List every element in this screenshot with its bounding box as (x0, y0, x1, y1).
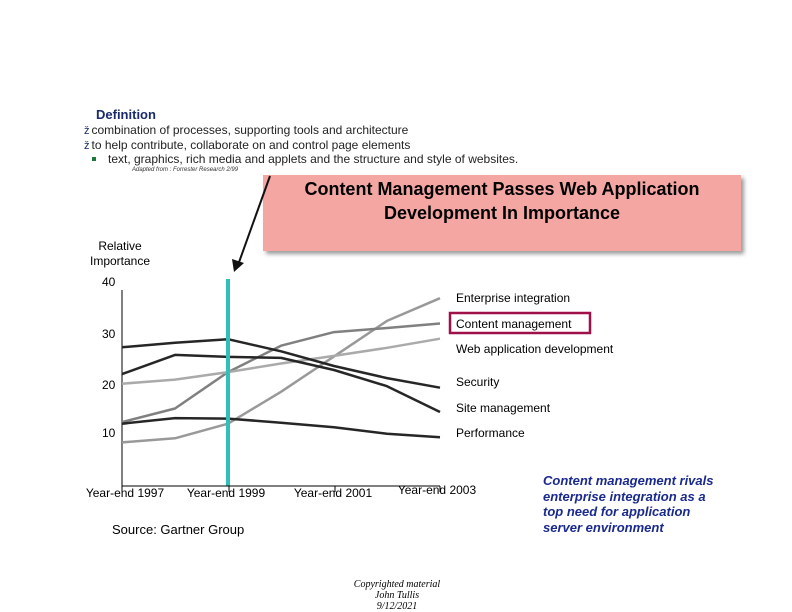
chart-title: Content Management Passes Web Application Development In Importance (304, 179, 700, 223)
series-line-content-management (122, 324, 440, 423)
arrow-bullet-icon: ž (84, 140, 90, 152)
y-tick-label: 20 (102, 378, 116, 392)
y-axis-label: Relative Importance (89, 239, 151, 268)
x-tick-label: Year-end 1999 (186, 486, 266, 500)
pointer-arrow (238, 176, 270, 265)
x-tick-label: Year-end 1997 (85, 486, 165, 500)
chart-source: Source: Gartner Group (112, 522, 245, 537)
series-line-enterprise-integration (122, 298, 440, 442)
source-note: Adapted from : Forrester Research 2/99 (132, 167, 239, 173)
copyright-notice: Copyrighted material John Tullis 9/12/2021 (353, 579, 441, 612)
y-tick-label: 40 (102, 275, 116, 289)
arrow-bullet-icon: ž (84, 125, 90, 137)
series-line-performance (122, 418, 440, 437)
definition-bullet-1: ž combination of processes, supporting tools and architecture (84, 123, 409, 137)
definition-bullet-2: ž to help contribute, collaborate on and control page elements (84, 138, 411, 152)
series-label-web-application-development: Web application development (456, 342, 614, 356)
y-tick-label: 10 (102, 426, 116, 440)
definition-title: Definition (96, 107, 156, 122)
x-tick-label: Year-end 2001 (293, 486, 373, 500)
callout-note: Content management rivals enterprise integration as a top need for application server environment (543, 473, 714, 535)
y-tick-label: 30 (102, 327, 116, 341)
series-label-enterprise-integration: Enterprise integration (456, 291, 571, 305)
series-label-content-management: Content management (456, 317, 572, 331)
definition-sub-bullet: text, graphics, rich media and applets and the structure and style of websites. (86, 152, 518, 166)
series-label-security: Security (456, 375, 500, 389)
series-label-site-management: Site management (456, 401, 551, 415)
x-tick-label: Year-end 2003 (397, 483, 477, 497)
series-label-performance: Performance (456, 426, 525, 440)
pointer-arrowhead-icon (232, 259, 244, 272)
